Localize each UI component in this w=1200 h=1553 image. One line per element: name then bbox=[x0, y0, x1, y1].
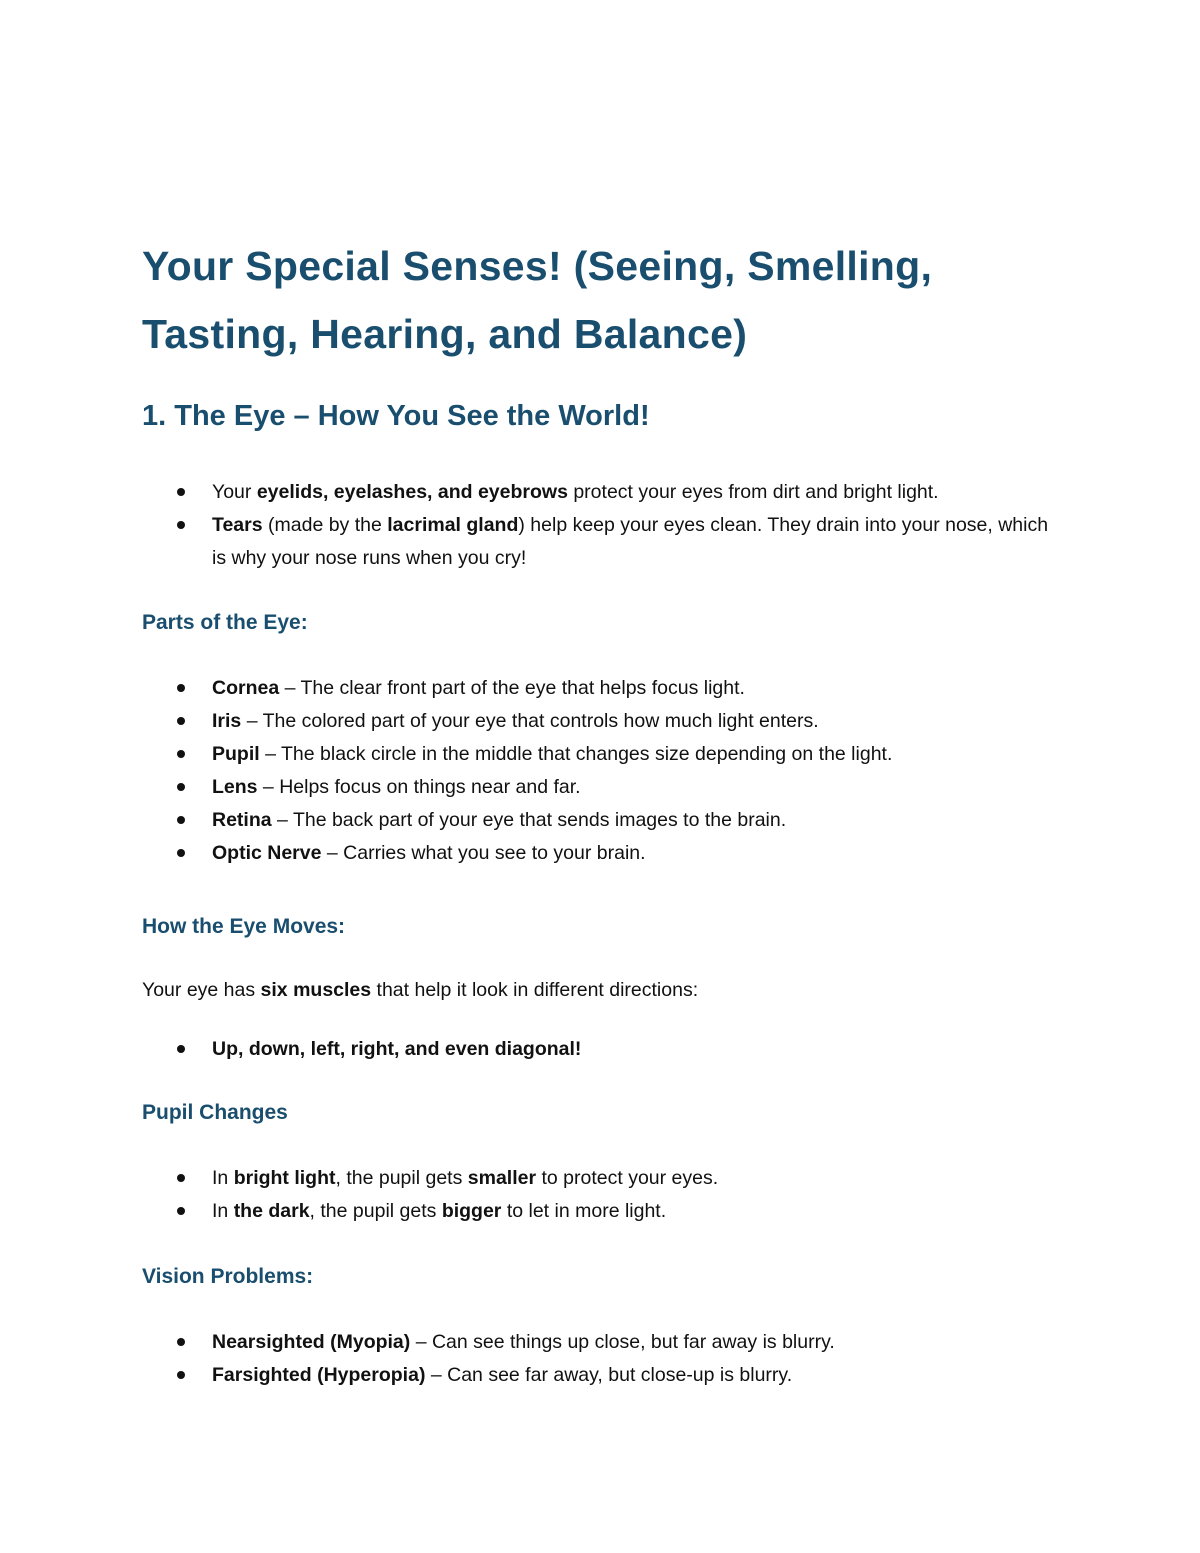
document-title: Your Special Senses! (Seeing, Smelling, Tasting, Hearing, and Balance) bbox=[142, 243, 933, 357]
intro-bullet-list bbox=[142, 476, 1062, 575]
list-item: In the dark, the pupil gets bigger to let in more light. bbox=[142, 1195, 1062, 1228]
section-heading-eye: 1. The Eye – How You See the World! bbox=[142, 400, 650, 432]
list-item: Retina – The back part of your eye that sends images to the brain. bbox=[142, 804, 1062, 837]
subheading-parts-of-eye: Parts of the Eye: bbox=[142, 611, 308, 634]
bullet-icon bbox=[177, 1338, 185, 1346]
moves-bullet-list bbox=[142, 1033, 1062, 1066]
list-item: Cornea – The clear front part of the eye that helps focus light. bbox=[142, 672, 1062, 705]
list-item: Your eyelids, eyelashes, and eyebrows protect your eyes from dirt and bright light. bbox=[142, 476, 1062, 509]
subheading-vision-problems: Vision Problems: bbox=[142, 1265, 314, 1288]
bullet-icon bbox=[177, 750, 185, 758]
list-item: Tears (made by the lacrimal gland) help keep your eyes clean. They drain into your nose, which is why your nose runs when you cry! bbox=[142, 509, 1062, 575]
document-page bbox=[142, 232, 1062, 1386]
bullet-icon bbox=[177, 1045, 185, 1053]
parts-bullet-list bbox=[142, 672, 1062, 870]
pupil-bullet-list bbox=[142, 1162, 1062, 1228]
bullet-icon bbox=[177, 849, 185, 857]
subheading-pupil-changes: Pupil Changes bbox=[142, 1101, 288, 1124]
list-item: Optic Nerve – Carries what you see to your brain. bbox=[142, 837, 1062, 870]
vision-bullet-list bbox=[142, 1326, 1062, 1392]
bullet-icon bbox=[177, 684, 185, 692]
list-item: Up, down, left, right, and even diagonal! bbox=[142, 1033, 1062, 1066]
bullet-icon bbox=[177, 521, 185, 529]
list-item: Iris – The colored part of your eye that controls how much light enters. bbox=[142, 705, 1062, 738]
bullet-icon bbox=[177, 1207, 185, 1215]
list-item: In bright light, the pupil gets smaller to protect your eyes. bbox=[142, 1162, 1062, 1195]
list-item: Pupil – The black circle in the middle that changes size depending on the light. bbox=[142, 738, 1062, 771]
list-item: Farsighted (Hyperopia) – Can see far away, but close-up is blurry. bbox=[142, 1359, 1062, 1392]
bullet-icon bbox=[177, 1174, 185, 1182]
bullet-icon bbox=[177, 717, 185, 725]
bullet-icon bbox=[177, 816, 185, 824]
eye-moves-paragraph: Your eye has six muscles that help it look in different directions: bbox=[142, 979, 699, 1001]
bullet-icon bbox=[177, 783, 185, 791]
subheading-eye-moves: How the Eye Moves: bbox=[142, 915, 346, 938]
list-item: Nearsighted (Myopia) – Can see things up close, but far away is blurry. bbox=[142, 1326, 1062, 1359]
bullet-icon bbox=[177, 1371, 185, 1379]
bullet-icon bbox=[177, 488, 185, 496]
list-item: Lens – Helps focus on things near and far. bbox=[142, 771, 1062, 804]
